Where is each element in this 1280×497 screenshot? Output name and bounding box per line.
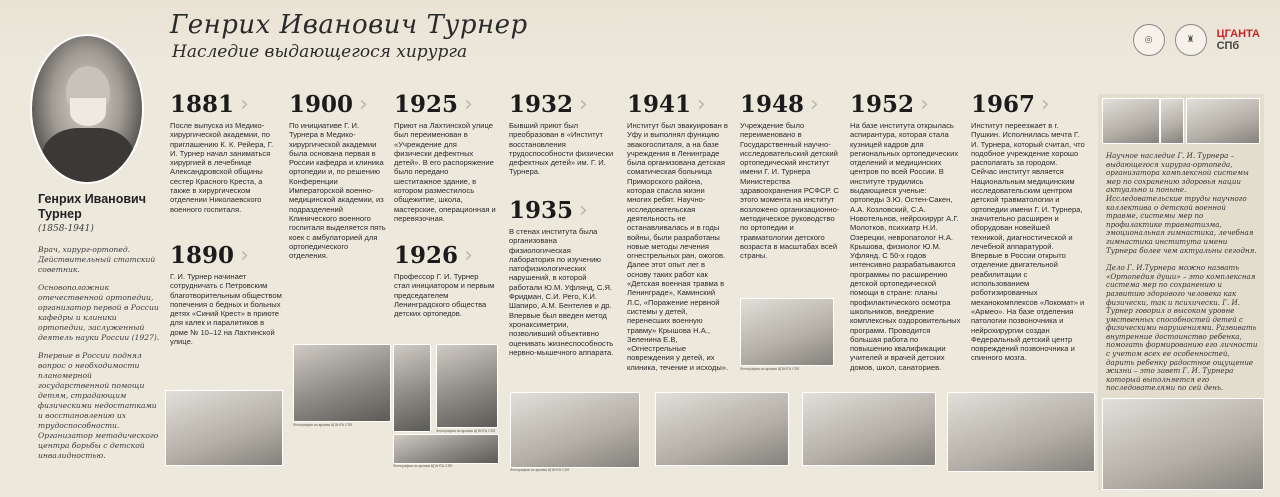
person-bio-1: Врач, хирург-ортопед. Действительный статский советник. xyxy=(38,244,156,274)
chevron-right-icon: › xyxy=(464,92,473,117)
timeline-text: На базе института открылась аспирантура, которая стала кузницей кадров для региональных ортопедических отделений и медицинских центров по всей России. В институте трудились выдающиеся ученые: ортопеды З.Ю. Остен-Сакен, А.А. Козловский, С.А. Новотельнов, нейрохирург А.Г. Молотков, психиатр Н.И. Озерецки, невропатолог Н.А. Крышова, физиолог Ю.М. Уфлянд. С 50-х годов интенсивно разрабатываются программы по расширению детской ортопедической помощи в стране: планы профилактического осмотра школьников, внедрение комплексных оздоровительных программ. Проводится большая работа по повышению квалификации учителей и врачей детских домов, школ, санаториев. xyxy=(850,121,961,372)
timeline-year: 1952 xyxy=(850,91,915,118)
chevron-right-icon: › xyxy=(579,198,588,223)
timeline-entry-1935 xyxy=(509,198,617,357)
timeline-year: 1900 xyxy=(289,91,354,118)
timeline-year: 1926 xyxy=(394,242,459,269)
timeline-year: 1941 xyxy=(627,91,692,118)
chevron-right-icon: › xyxy=(240,243,249,268)
historic-photo-classroom xyxy=(655,392,789,466)
historic-photo-facade xyxy=(393,434,499,464)
timeline-text: Институт был эвакуирован в Уфу и выполнял функцию эвакогоспиталя, а на базе учреждения в Ленинграде была организована детская соматическая больница Приморского района, которая спасла жизни многих ребят. Научно-исследовательская деятельность не останавливалась и в годы войны, были разработаны новые методы лечения огнестрельных ран, ожогов. Далее этот опыт лег в основу таких работ как «Детская военная травма в Ленинграде», Каминский Л.С, «Поражение нервной системы у детей, перенесших военную травму» Крышова Н.А., Зеленина Е.В, «Огнестрельные повреждения у детей, их клиника, течение и исходы». xyxy=(627,121,729,372)
historic-photo-portrait xyxy=(436,344,498,428)
historic-photo-ward xyxy=(802,392,936,466)
photo-caption: Фотография из архива ЦГАНТА СПб xyxy=(510,468,570,472)
chevron-right-icon: › xyxy=(920,92,929,117)
timeline-text: Учреждение было переименовано в Государственный научно-исследовательский детский ортопедический институт имени Г. И. Турнера Министерства здравоохранения РСФСР. С этого момента на институт возложено организационно-методическое руководство по ортопедии и травматологии детского возраста в масштабах всей страны. xyxy=(740,121,840,261)
institute-photo-3 xyxy=(1186,98,1260,144)
timeline-year: 1948 xyxy=(740,91,805,118)
timeline-text: В стенах института была организована физиологическая лаборатория по изучению патофизиологических нарушений, в которой работали Ю.М. Уфлянд, С.Я. Фридман, С.И. Рего, К.И. Шапиро, А.М. Бентелев и др. Впервые был введен метод хронаксиметрии, позволивший объективно оценивать жизнеспособность нервно-мышечного аппарата. xyxy=(509,227,614,357)
children-photo xyxy=(1102,398,1264,490)
person-dates: (1858-1941) xyxy=(38,224,94,234)
timeline-entry-1925 xyxy=(394,92,496,223)
photo-caption: Фотография из архива ЦГАНТА СПб xyxy=(436,429,496,433)
historic-photo-street xyxy=(293,344,391,422)
timeline-text: Бывший приют был преобразован в «Институт восстановления трудоспособности физически дефектных детей» им. Г. И. Турнера. xyxy=(509,121,614,177)
chevron-right-icon: › xyxy=(240,92,249,117)
timeline-year: 1932 xyxy=(509,91,574,118)
timeline-year: 1925 xyxy=(394,91,459,118)
photo-caption: Фотография из архива ЦГАНТА СПб xyxy=(393,464,453,468)
logos xyxy=(1133,24,1260,56)
chevron-right-icon: › xyxy=(697,92,706,117)
archive-logo-line1: ЦГАНТА xyxy=(1216,28,1260,40)
legacy-text xyxy=(1106,152,1258,402)
historic-photo-building xyxy=(393,344,431,432)
photo-caption: Фотография из архива ЦГАНТА СПб xyxy=(740,367,800,371)
timeline-text: По инициативе Г. И. Турнера в Медико-хирургической академии была основана первая в России кафедра и клиника ортопедии и, по решению Конференции Императорской военно-медицинской академии, из подразделений Клинического военного госпиталя выделяется пять коек с амбулаторией для ортопедического отделения. xyxy=(289,121,386,261)
timeline-entry-1948 xyxy=(740,92,840,260)
institute-photo-2 xyxy=(1160,98,1184,144)
person-bio-2: Основоположник отечественной ортопедии, организатор первой в России кафедры и клиники ортопедии, заслуженный деятель науки России (1927). xyxy=(38,282,160,342)
person-name: Генрих Иванович Турнер xyxy=(38,192,146,221)
institute-photo-1 xyxy=(1102,98,1160,144)
historic-photo-surgery xyxy=(740,298,834,366)
timeline-year: 1935 xyxy=(509,197,574,224)
timeline-text: Профессор Г. И. Турнер стал инициатором и первым председателем Ленинградского общества детских ортопедов. xyxy=(394,272,495,319)
historic-photo-gym xyxy=(947,392,1095,472)
chevron-right-icon: › xyxy=(1041,92,1050,117)
person-info xyxy=(38,192,162,469)
historic-photo-staff xyxy=(510,392,640,468)
timeline-entry-1900 xyxy=(289,92,389,260)
timeline-entry-1967 xyxy=(971,92,1085,363)
legacy-paragraph-1: Научное наследие Г. И. Турнера – выдающегося хирурга-ортопеда, организатора комплексной системы мер по сохранению здоровья нации актуально и поныне. Исследовательские труды научного коллектива о детской военной травме, системы мер по профилактике травматизма, эмоциональная гимнастика, лечебная гимнастика института имени Турнера более чем актуальны сегодня. xyxy=(1106,151,1257,255)
timeline-year: 1967 xyxy=(971,91,1036,118)
timeline-year: 1881 xyxy=(170,91,235,118)
page-title: Генрих Иванович Турнер xyxy=(170,10,528,40)
timeline-entry-1932 xyxy=(509,92,617,177)
timeline-text: Институт переезжает в г. Пушкин. Исполнилась мечта Г. И. Турнера, который считал, что подобное учреждение хорошо располагать за городом. Сейчас институт является Национальным медицинским исследовательским центром детской травматологии и ортопедии имени Г. И. Турнера, значительно расширен и оборудован новейшей техникой, диагностической и лечебной аппаратурой. Впервые в России открыто отделение двигательной реабилитации с использованием роботизированных механокомплексов «Локомат» и «Армео». На базе отделения патологии позвоночника и нейрохирургии создан Федеральный детский центр повреждений позвоночника и спинного мозга. xyxy=(971,121,1085,363)
timeline-entry-1926 xyxy=(394,243,496,318)
chevron-right-icon: › xyxy=(464,243,473,268)
chevron-right-icon: › xyxy=(810,92,819,117)
legacy-paragraph-2: Дело Г. И.Турнера можно назвать «Ортопедия души» – это комплексная система мер по сохранению и развитию здорового человека как физически, так и психически. Г. И. Турнер говорил о высоком уровне умственных способностей детей с физическими нарушениями. Развивать внутренние достоинство ребенка, помогать формированию его личности с учетом всех ее особенностей, дарить ребенку радостное ощущение жизни – это завет Г. И. Турнера который выполняется его последователями по сей день. xyxy=(1106,263,1258,393)
timeline-entry-1952 xyxy=(850,92,962,372)
archive-logo xyxy=(1217,28,1260,52)
timeline-entry-1941 xyxy=(627,92,731,372)
page-subtitle: Наследие выдающегося хирурга xyxy=(172,42,468,62)
historic-photo-group xyxy=(165,390,283,466)
timeline-text: Г. И. Турнер начинает сотрудничать с Петровским благотворительным обществом попечения о бедных и больных детях «Синий Крест» в приюте для калек и паралитиков в доме № 10–12 на Лахтинской улице. xyxy=(170,272,282,347)
archive-logo-line2: СПб xyxy=(1216,40,1240,52)
timeline-year: 1890 xyxy=(170,242,235,269)
timeline-text: Приют на Лахтинской улице был переименован в «Учреждение для физически дефектных детей». В его распоряжение было передано шеститажное здание, в котором разместилось общежитие, школа, мастерские, операционная и перевязочная. xyxy=(394,121,496,223)
person-bio-3: Впервые в России поднял вопрос о необходимости планомерной государственной помощи детям, страдающим физическими недостатками и восстановлению их трудоспособности. Организатор методического центра борьбы с детской инвалидностью. xyxy=(38,350,159,460)
timeline-entry-1890 xyxy=(170,243,282,346)
timeline-text: После выпуска из Медико-хирургической академии, по приглашению К. К. Рейера, Г. И. Турнер начал заниматься хирургией в лечебнице Александровской общины сестер Красного Креста, а также в хирургическом отделении Николаевского военного госпиталя. xyxy=(170,121,274,214)
timeline-entry-1881 xyxy=(170,92,282,214)
saint-petersburg-emblem-icon: ♜ xyxy=(1175,24,1207,56)
chevron-right-icon: › xyxy=(579,92,588,117)
chevron-right-icon: › xyxy=(359,92,368,117)
portrait-photo xyxy=(30,34,144,184)
photo-caption: Фотография из архива ЦГАНТА СПб xyxy=(293,423,353,427)
institute-logo-icon: ◎ xyxy=(1133,24,1165,56)
